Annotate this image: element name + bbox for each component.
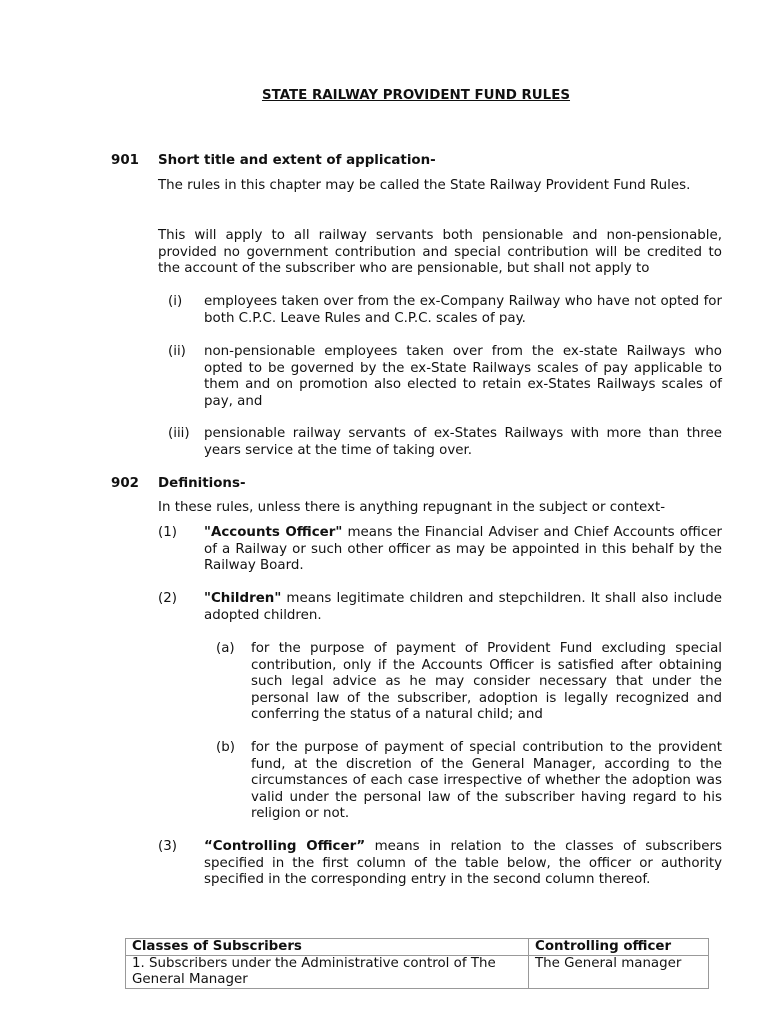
table-cell: 1. Subscribers under the Administrative control of The General Manager [126, 956, 529, 989]
table-header-row [126, 939, 709, 956]
definition-text-1: means the Financial Adviser and Chief Accounts officer of a Railway or such other officer as may be appointed in this behalf by the Railway Board. [204, 525, 722, 574]
section-number-901: 901 [111, 153, 139, 168]
term-accounts-officer: "Accounts Officer" [204, 525, 343, 540]
item-marker-ii: (ii) [168, 344, 186, 359]
subitem-marker-a: (a) [216, 641, 235, 656]
table-cell: The General manager [529, 956, 709, 989]
subitem-text-b: for the purpose of payment of special contribution to the provident fund, at the discretion of the General Manager, according to the circumstances of each case irrespective of whether the adoption was valid under the personal law of the subscriber having regard to his religion or not. [251, 740, 722, 822]
controlling-officer-table [125, 938, 709, 989]
definition-children [204, 591, 722, 624]
table-header-cell: Classes of Subscribers [126, 939, 529, 956]
item-text-iii: pensionable railway servants of ex-States Railways with more than three years service at the time of taking over. [204, 426, 722, 458]
document-title: STATE RAILWAY PROVIDENT FUND RULES [261, 88, 571, 103]
paragraph-applicability: This will apply to all railway servants both pensionable and non-pensionable, provided no government contribution and special contribution will be credited to the account of the subscriber who are pensionable, but shall not apply to [158, 228, 722, 277]
definitions-intro: In these rules, unless there is anything repugnant in the subject or context- [158, 500, 666, 515]
section-heading-901: Short title and extent of application- [158, 153, 436, 168]
section-number-902: 902 [111, 476, 139, 491]
item-marker-i: (i) [168, 294, 183, 309]
table-header-cell: Controlling officer [529, 939, 709, 956]
definition-accounts-officer [204, 525, 722, 575]
term-controlling-officer: “Controlling Officer” [204, 839, 366, 854]
definition-marker-3: (3) [158, 839, 177, 854]
term-children: "Children" [204, 591, 282, 606]
definition-marker-2: (2) [158, 591, 177, 606]
definition-text-2: means legitimate children and stepchildren. It shall also include adopted children. [204, 591, 722, 623]
item-text-ii: non-pensionable employees taken over from the ex-state Railways who opted to be governed by the ex-State Railways scales of pay applicable to them and on promotion also elected to retain ex-States Railways scales of pay, and [204, 344, 722, 409]
subitem-marker-b: (b) [216, 740, 235, 755]
definition-text-3: means in relation to the classes of subscribers specified in the first column of the table below, the officer or authority specified in the corresponding entry in the second column thereof. [204, 839, 722, 888]
item-marker-iii: (iii) [168, 426, 190, 441]
subitem-text-a: for the purpose of payment of Provident Fund excluding special contribution, only if the Accounts Officer is satisfied after obtaining such legal advice as he may consider necessary that under the personal law of the subscriber, adoption is legally recognized and conferring the status of a natural child; and [251, 641, 722, 723]
definition-marker-1: (1) [158, 525, 177, 540]
item-text-i: employees taken over from the ex-Company Railway who have not opted for both C.P.C. Leave Rules and C.P.C. scales of pay. [204, 294, 722, 326]
paragraph-short-title: The rules in this chapter may be called the State Railway Provident Fund Rules. [158, 178, 691, 193]
definition-controlling-officer [204, 839, 722, 889]
section-heading-902: Definitions- [158, 476, 246, 491]
table-row [126, 956, 709, 989]
